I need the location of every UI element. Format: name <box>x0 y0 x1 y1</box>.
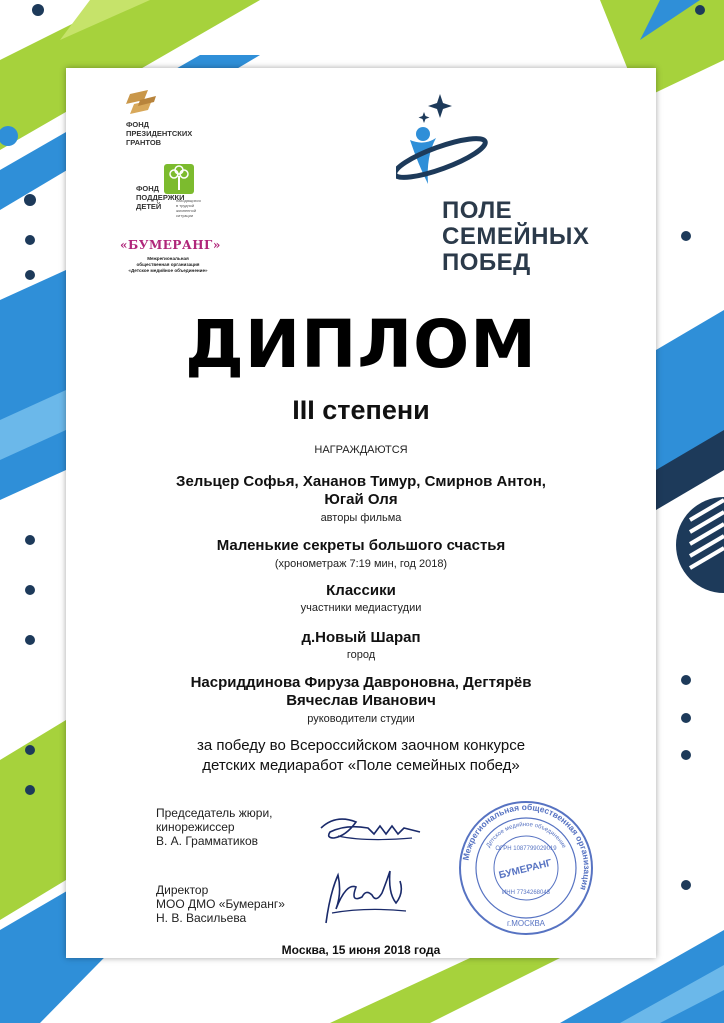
city-caption: город <box>346 649 376 661</box>
logo-children-support-fund <box>136 164 236 224</box>
diploma-date: Москва, 15 июня 2018 года <box>281 943 441 957</box>
logo-bumerang <box>118 238 221 278</box>
logo-brand <box>396 86 606 276</box>
jury-line2: кинорежиссер <box>156 820 235 834</box>
jury-line3: В. А. Грамматиков <box>156 834 259 848</box>
logo-presidential-grants <box>126 90 236 150</box>
director-line3: Н. В. Васильева <box>156 911 247 925</box>
fpg-line1: ФОНД <box>126 120 149 129</box>
studio-name: Классики <box>326 582 396 599</box>
presidential-grants-emblem-icon <box>126 90 158 118</box>
bumerang-line1: Межрегиональная <box>147 256 189 261</box>
stamp-outer-text: Межрегиональная общественная организация <box>460 801 593 892</box>
leaders-line1: Насриддинова Фируза Давроновна, Дегтярёв <box>190 674 532 691</box>
leaders-line2: Вячеслав Иванович <box>286 692 436 709</box>
director-signature-scribble <box>316 863 416 933</box>
city-name: д.Новый Шарап <box>301 629 421 646</box>
authors-line1: Зельцер Софья, Хананов Тимур, Смирнов Антон, <box>176 473 546 490</box>
jury-signature-scribble <box>316 806 426 856</box>
fpd-line1: ФОНД <box>136 184 159 193</box>
diploma-title: ДИПЛОМ <box>185 306 537 383</box>
diploma-card <box>66 68 656 958</box>
bumerang-name: «БУМЕРАНГ» <box>120 238 221 252</box>
director-signature-block <box>156 883 285 925</box>
fpg-line3: ГРАНТОВ <box>126 138 162 147</box>
stamp-inn: ИНН 7734268043 <box>501 890 551 896</box>
director-line2: МОО ДМО «Бумеранг» <box>156 897 285 911</box>
fpd-small3: жизненной <box>176 208 197 213</box>
bg-stripe-blue-left <box>0 270 66 500</box>
fpd-small1: находящихся <box>176 198 201 203</box>
authors-caption: авторы фильма <box>320 512 402 524</box>
bg-stripe-green-bottom <box>330 958 560 1023</box>
jury-signature-block <box>156 806 273 848</box>
fpd-small4: ситуации <box>176 213 194 218</box>
bg-circle-navy-right <box>676 497 724 593</box>
stamp-center: БУМЕРАНГ <box>497 857 553 882</box>
leaders-caption: руководители студии <box>307 713 415 725</box>
brand-line3: ПОБЕД <box>442 249 531 276</box>
stamp-ogrn: ОГРН 1087799029019 <box>495 846 557 852</box>
fpd-line3: ДЕТЕЙ <box>136 202 162 211</box>
authors-line2: Югай Оля <box>324 491 398 508</box>
director-line1: Директор <box>156 883 209 897</box>
reason-line1: за победу во Всероссийском заочном конкурсе <box>196 737 526 754</box>
reason-line2: детских медиаработ «Поле семейных побед» <box>202 757 520 774</box>
diploma-degree: III степени <box>292 395 430 425</box>
fpg-line2: ПРЕЗИДЕНТСКИХ <box>126 129 193 138</box>
stamp-inner-text: Детское медийное объединение <box>485 821 567 850</box>
jury-line1: Председатель жюри, <box>156 806 273 820</box>
bumerang-line2: общественная организация <box>136 262 200 267</box>
brand-line1: ПОЛЕ <box>442 197 513 224</box>
bumerang-line3: «Детское медийное объединение» <box>128 268 208 273</box>
brand-figure-icon <box>396 86 506 196</box>
fpd-small2: в трудной <box>176 203 195 208</box>
studio-caption: участники медиастудии <box>300 602 422 614</box>
film-meta: (хронометраж 7:19 мин, год 2018) <box>274 558 448 570</box>
stamp-city: г.МОСКВА <box>507 919 545 928</box>
organization-stamp <box>456 798 596 938</box>
awarded-label: НАГРАЖДАЮТСЯ <box>314 444 408 456</box>
fpd-line2: ПОДДЕРЖКИ <box>136 193 185 202</box>
film-title: Маленькие секреты большого счастья <box>216 537 506 554</box>
brand-line2: СЕМЕЙНЫХ <box>442 223 590 250</box>
